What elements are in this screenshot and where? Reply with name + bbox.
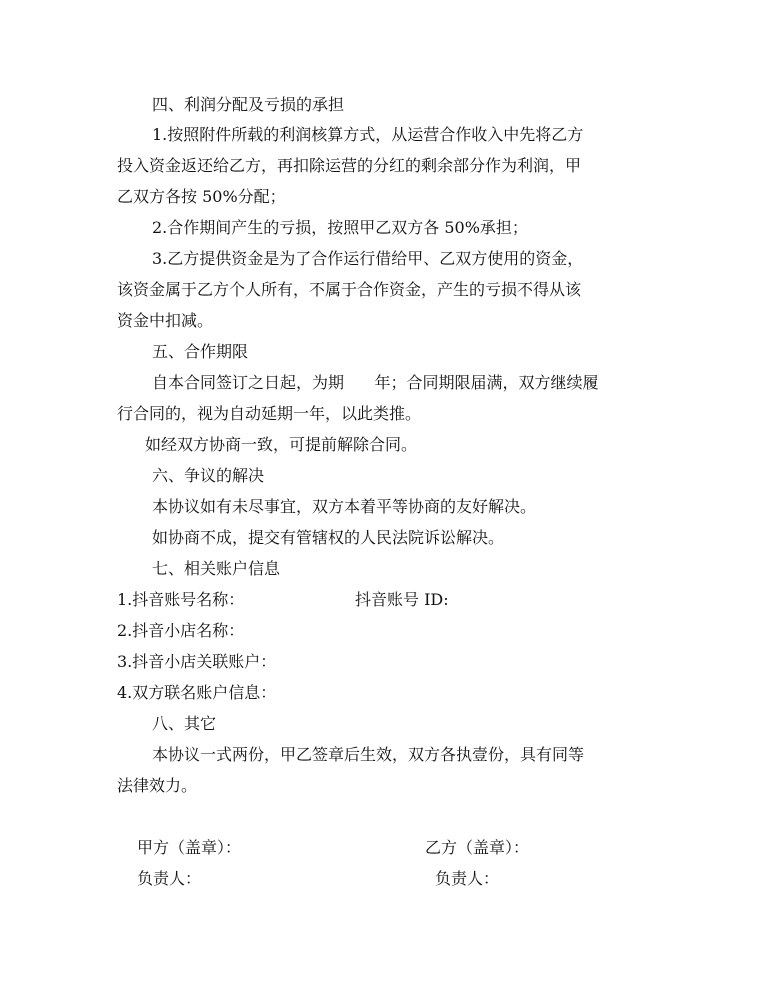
account-id-label: 抖音账号 ID: bbox=[355, 590, 449, 609]
section-5-line-1: 自本合同签订之日起，为期 年；合同期限届满，双方继续履 bbox=[152, 373, 599, 392]
section-8-line-1: 本协议一式两份，甲乙签章后生效，双方各执壹份，具有同等 bbox=[152, 745, 585, 764]
section-8-line-2: 法律效力。 bbox=[117, 776, 198, 795]
section-4-item-1-line-2: 投入资金返还给乙方，再扣除运营的分红的剩余部分作为利润，甲 bbox=[117, 156, 582, 175]
account-name-label: 1.抖音账号名称： bbox=[117, 590, 245, 609]
section-5-line-3: 如经双方协商一致，可提前解除合同。 bbox=[145, 435, 418, 454]
section-4-item-3-line-1: 3.乙方提供资金是为了合作运行借给甲、乙双方使用的资金， bbox=[152, 249, 584, 268]
party-b-seal-label: 乙方（盖章）： bbox=[425, 838, 530, 857]
shop-linked-account-label: 3.抖音小店关联账户： bbox=[117, 652, 277, 671]
section-7-heading: 七、相关账户信息 bbox=[152, 559, 281, 578]
party-a-responsible-label: 负责人： bbox=[137, 869, 202, 888]
section-5-heading: 五、合作期限 bbox=[152, 342, 249, 361]
section-8-heading: 八、其它 bbox=[152, 714, 217, 733]
section-6-line-1: 本协议如有未尽事宜，双方本着平等协商的友好解决。 bbox=[152, 497, 537, 516]
shop-name-label: 2.抖音小店名称： bbox=[117, 621, 245, 640]
section-4-item-2: 2.合作期间产生的亏损，按照甲乙双方各 50%承担； bbox=[152, 218, 528, 237]
party-b-responsible-label: 负责人： bbox=[435, 869, 500, 888]
section-5-line-2: 行合同的，视为自动延期一年，以此类推。 bbox=[117, 404, 422, 423]
section-6-line-2: 如协商不成，提交有管辖权的人民法院诉讼解决。 bbox=[152, 528, 505, 547]
section-6-heading: 六、争议的解决 bbox=[152, 466, 265, 485]
joint-account-label: 4.双方联名账户信息： bbox=[117, 683, 277, 702]
section-4-item-1-line-3: 乙双方各按 50%分配； bbox=[117, 187, 286, 206]
party-a-seal-label: 甲方（盖章）： bbox=[137, 838, 242, 857]
section-4-item-3-line-3: 资金中扣减。 bbox=[117, 311, 214, 330]
section-4-item-3-line-2: 该资金属于乙方个人所有，不属于合作资金，产生的亏损不得从该 bbox=[117, 280, 582, 299]
section-4-heading: 四、利润分配及亏损的承担 bbox=[152, 95, 345, 114]
section-4-item-1-line-1: 1.按照附件所载的利润核算方式，从运营合作收入中先将乙方 bbox=[152, 125, 584, 144]
